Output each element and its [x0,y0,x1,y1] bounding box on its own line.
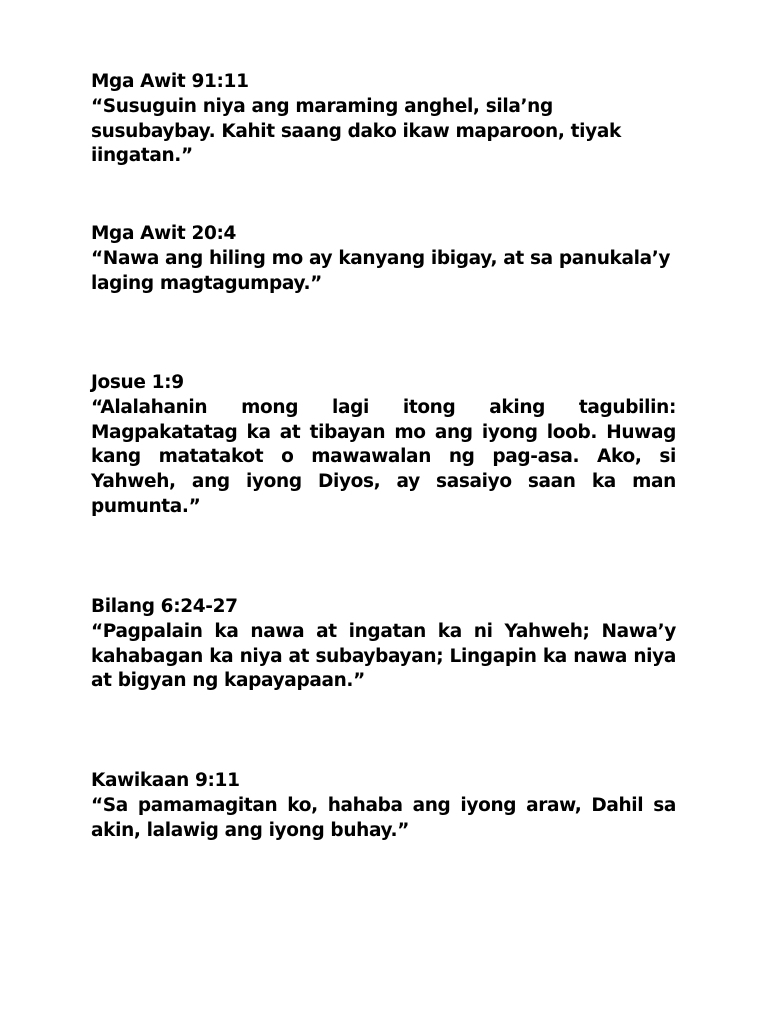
verse-text: “Sa pamamagitan ko, hahaba ang iyong araw, Dahil sa akin, lalawig ang iyong buhay.” [91,794,676,841]
verse-block [91,769,676,843]
verse-text: “Alalahanin mong lagi itong aking tagubilin: Magpakatatag ka at tibayan mo ang iyong loob. Huwag kang matatakot o mawawalan ng pag-asa. Ako, si Yahweh, ang iyong Diyos, ay sasaiyo saan ka man pumunta.” [91,396,676,517]
verse-reference: Josue 1:9 [91,372,184,393]
verse-reference: Mga Awit 91:11 [91,71,249,92]
verse-reference: Kawikaan 9:11 [91,770,240,791]
verse-block [91,371,676,520]
verse-reference: Mga Awit 20:4 [91,223,237,244]
verse-block [91,222,676,296]
verse-block [91,595,676,694]
verse-text: “Nawa ang hiling mo ay kanyang ibigay, at sa panukala’y laging magtagumpay.” [91,247,671,294]
verse-text: “Pagpalain ka nawa at ingatan ka ni Yahweh; Nawa’y kahabagan ka niya at subaybayan; Lingapin ka nawa niya at bigyan ng kapayapaan.” [91,620,676,692]
verse-reference: Bilang 6:24-27 [91,596,238,617]
verse-block [91,70,676,169]
verse-text: “Susuguin niya ang maraming anghel, sila’ng susubaybay. Kahit saang dako ikaw maparoon, tiyak iingatan.” [91,95,621,167]
